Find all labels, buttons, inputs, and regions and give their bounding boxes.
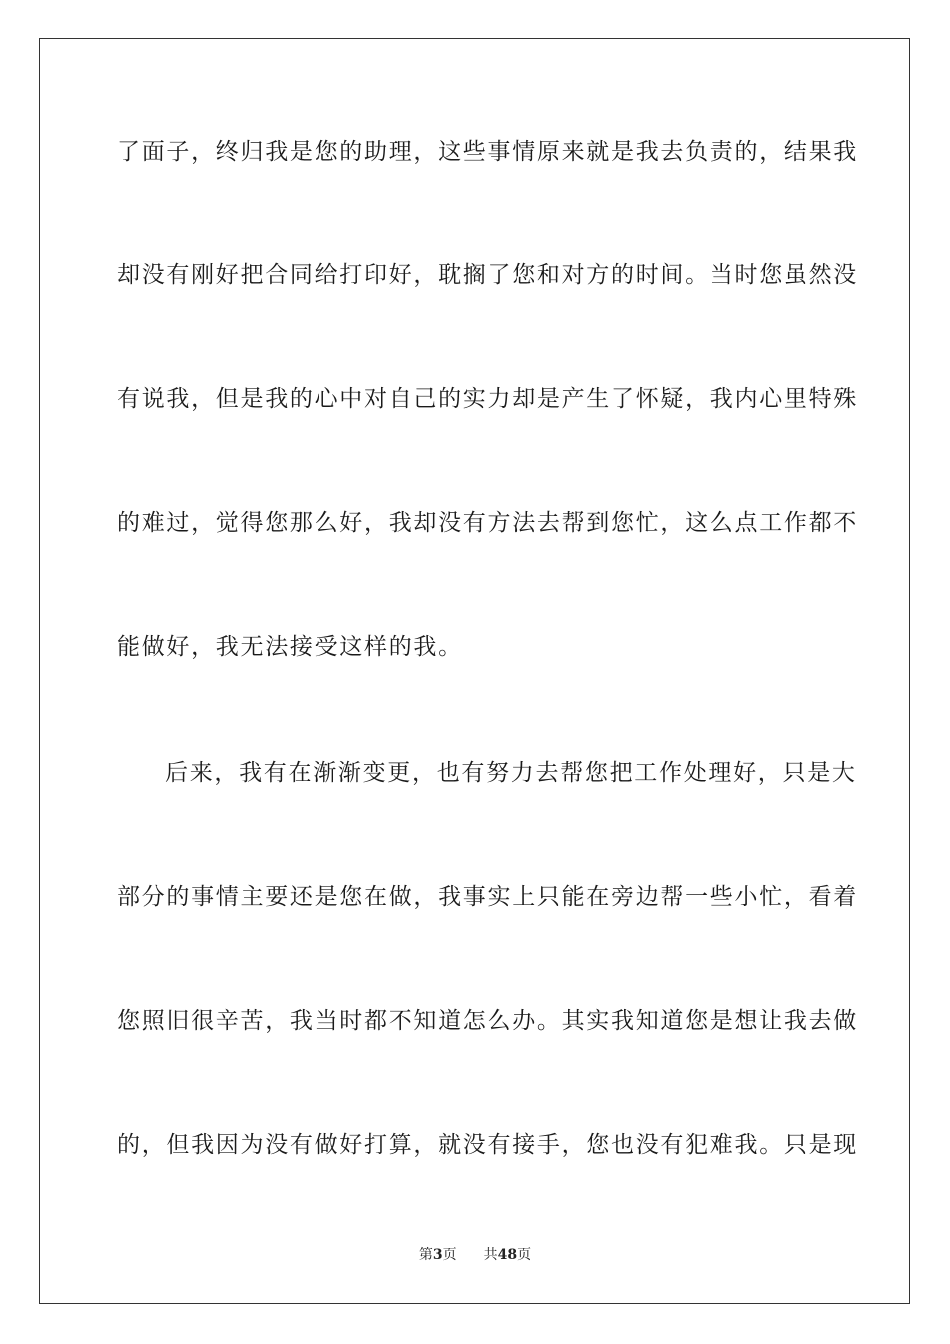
current-page-number: 3 xyxy=(432,1247,443,1263)
text-line: 您照旧很辛苦，我当时都不知道怎么办。其实我知道您是想让我去做 xyxy=(117,1008,858,1034)
footer-page-prefix: 第 xyxy=(418,1247,433,1263)
page-footer xyxy=(0,1245,950,1265)
total-pages-indicator xyxy=(484,1247,531,1263)
footer-total-suffix: 页 xyxy=(517,1247,532,1263)
text-line: 的难过，觉得您那么好，我却没有方法去帮到您忙，这么点工作都不 xyxy=(117,510,858,536)
text-line: 能做好，我无法接受这样的我。 xyxy=(117,634,463,660)
text-line: 有说我，但是我的心中对自己的实力却是产生了怀疑，我内心里特殊 xyxy=(117,386,858,412)
total-page-count: 48 xyxy=(497,1247,518,1263)
paragraph-first-line: 后来，我有在渐渐变更，也有努力去帮您把工作处理好，只是大 xyxy=(165,760,857,786)
page-border xyxy=(39,38,910,1304)
page-number-indicator xyxy=(419,1247,461,1263)
text-line: 部分的事情主要还是您在做，我事实上只能在旁边帮一些小忙，看着 xyxy=(117,884,858,910)
text-line: 的，但我因为没有做好打算，就没有接手，您也没有犯难我。只是现 xyxy=(117,1132,858,1158)
footer-page-suffix: 页 xyxy=(442,1247,457,1263)
text-line: 了面子，终归我是您的助理，这些事情原来就是我去负责的，结果我 xyxy=(117,139,858,165)
footer-total-prefix: 共 xyxy=(483,1247,498,1263)
text-line: 却没有刚好把合同给打印好，耽搁了您和对方的时间。当时您虽然没 xyxy=(117,262,858,288)
